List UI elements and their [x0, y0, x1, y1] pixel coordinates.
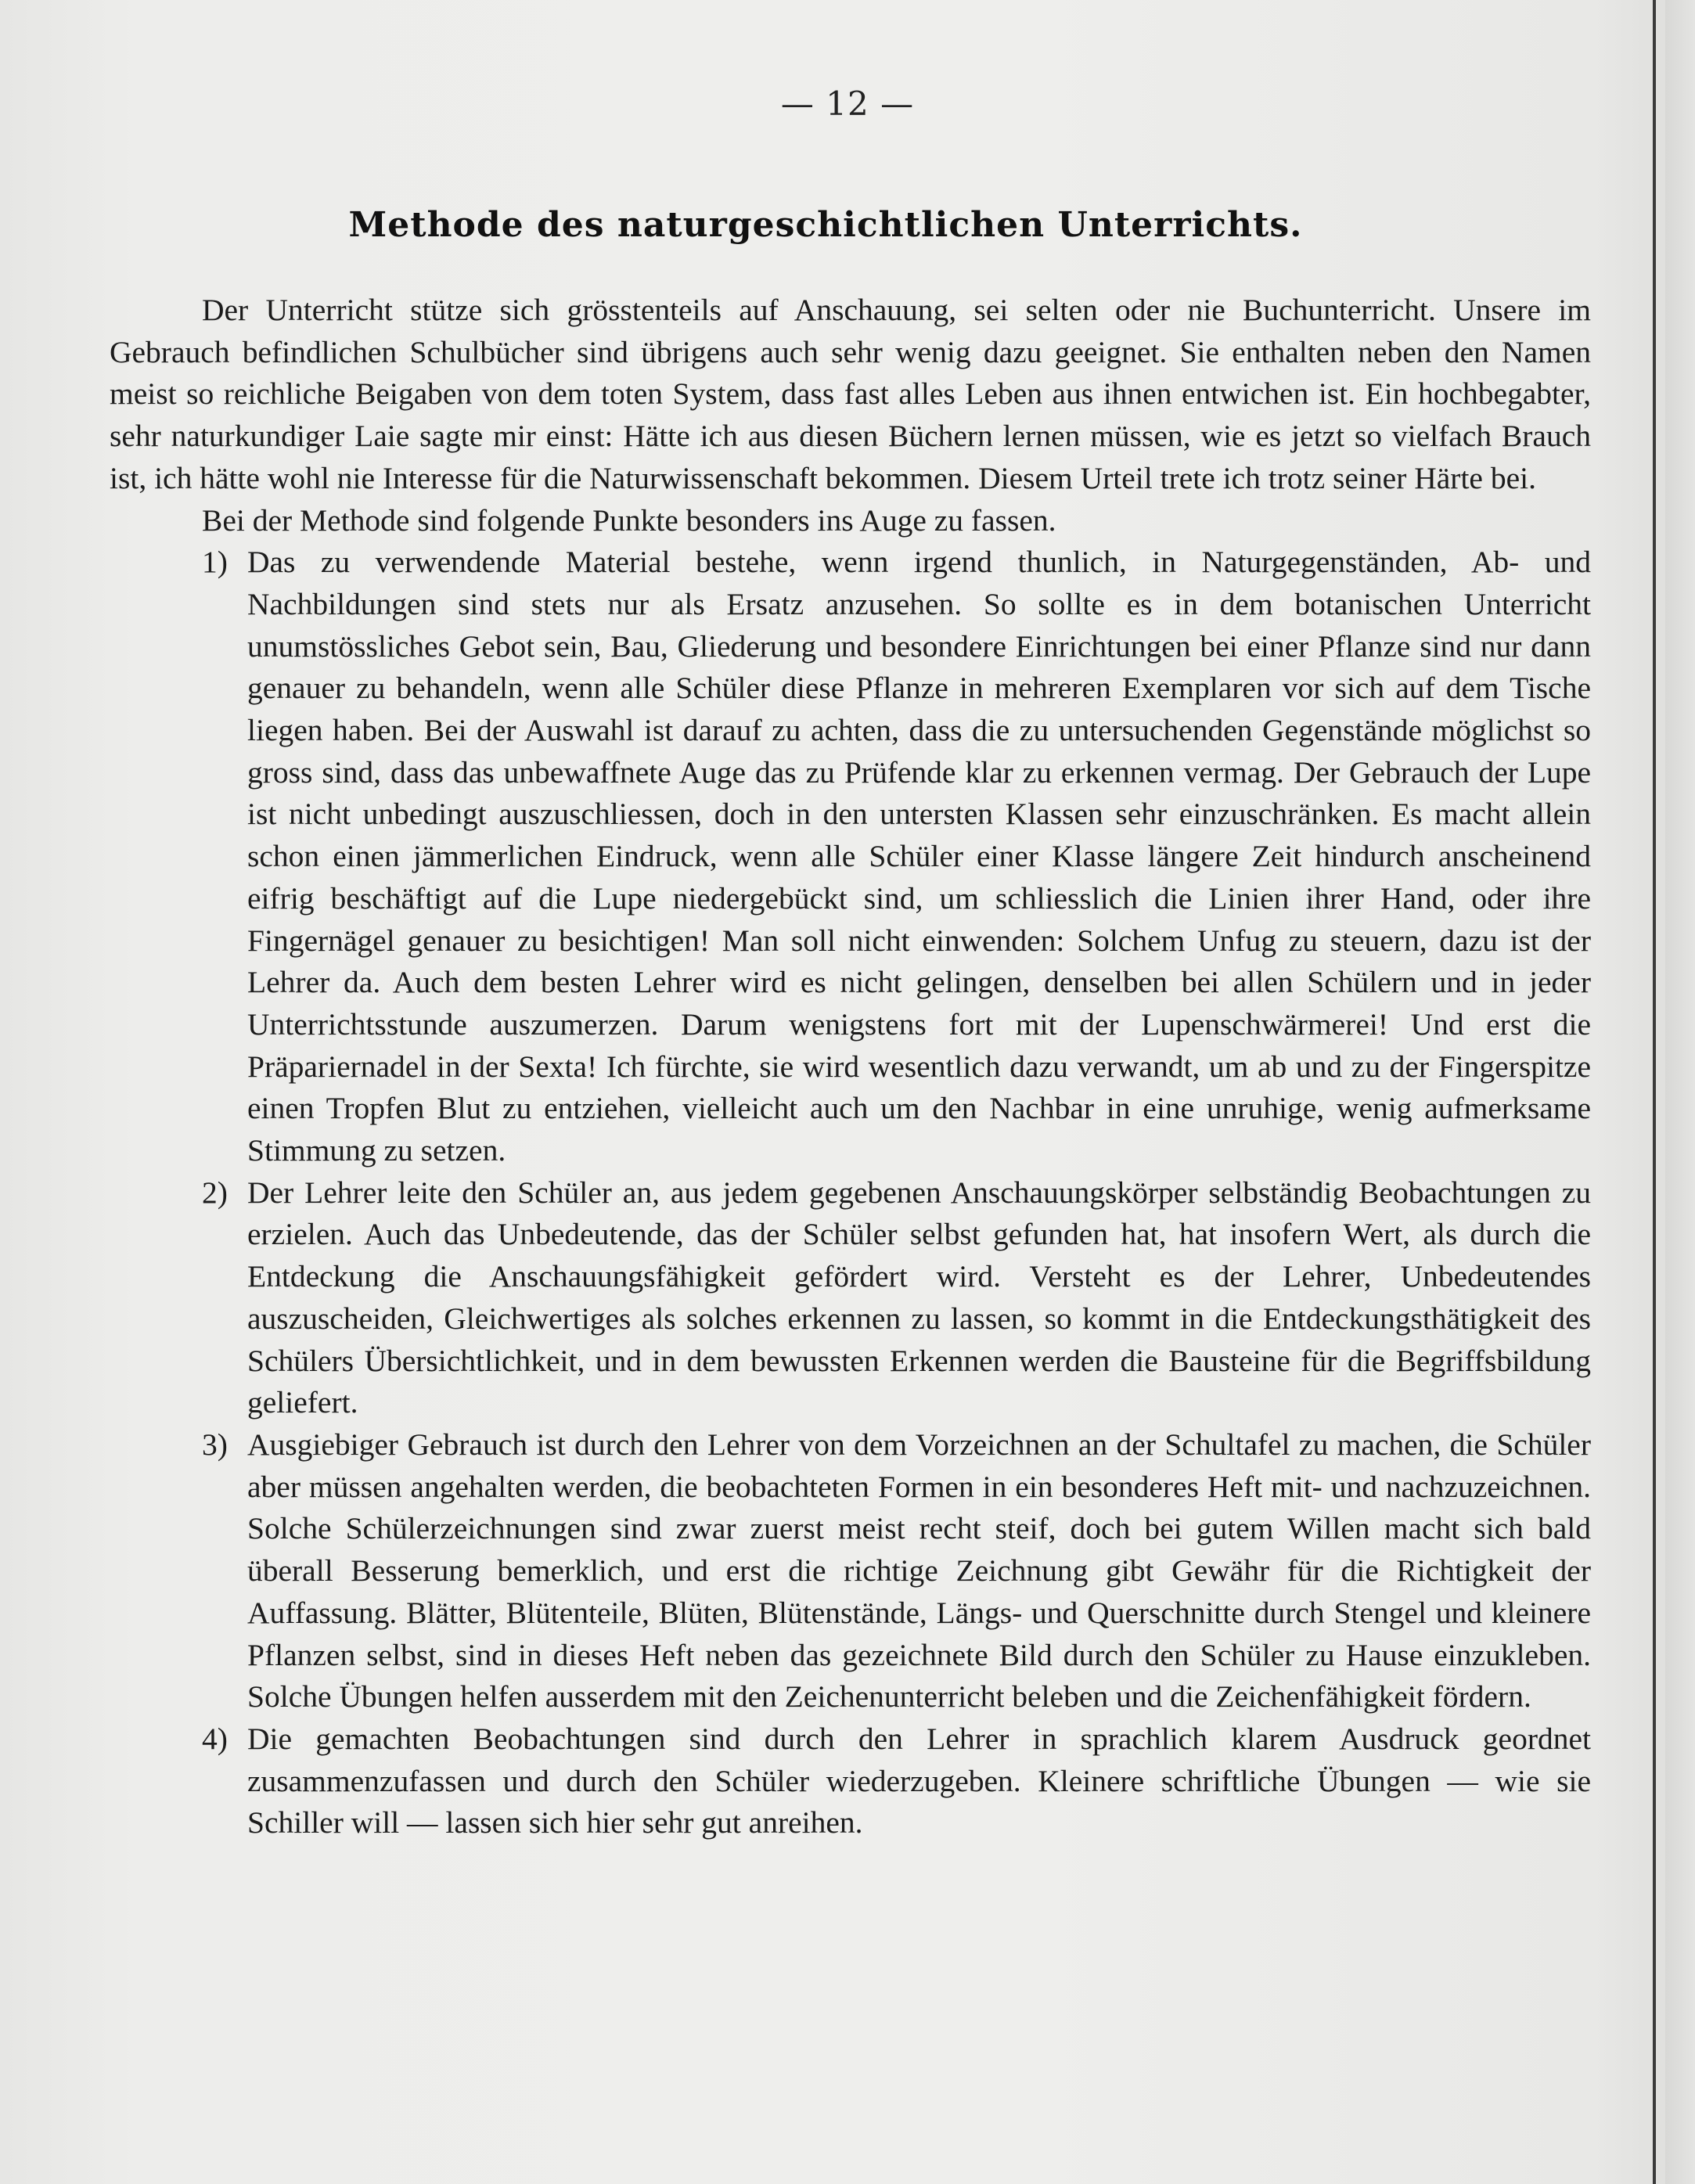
- page-edge-line: [1653, 0, 1656, 2184]
- list-number: 2): [202, 1175, 228, 1210]
- list-item-3: [110, 1424, 1591, 1718]
- list-item-text: Ausgiebiger Gebrauch ist durch den Lehrer von dem Vorzeichnen an der Schultafel zu machen, die Schüler aber müssen angehalten werden, die beobachteten Formen in ein besonderes Heft mit- und nachzuzeichnen. Solche Schülerzeichnungen sind zwar zuerst meist recht steif, doch bei gutem Willen macht sich bald überall Besserung bemerklich, und erst die richtige Zeichnung gibt Gewähr für die Richtigkeit der Auffassung. Blätter, Blütenteile, Blüten, Blütenstände, Längs- und Querschnitte durch Stengel und kleinere Pflanzen selbst, sind in dieses Heft neben das gezeichnete Bild durch den Schüler zu Hause einzukleben. Solche Übungen helfen ausserdem mit den Zeichenunterricht beleben und die Zeichenfähigkeit fördern.: [247, 1427, 1591, 1714]
- section-heading: Methode des naturgeschichtlichen Unterrichts.: [348, 205, 1303, 245]
- list-number: 1): [202, 545, 228, 580]
- body-text: [110, 290, 1591, 1844]
- list-item-text: Die gemachten Beobachtungen sind durch den Lehrer in sprachlich klarem Ausdruck geordnet zusammenzufassen und durch den Schüler wiederzugeben. Kleinere schriftliche Übungen — wie sie Schiller will — lassen sich hier sehr gut anreihen.: [247, 1721, 1591, 1840]
- page-number: — 12 —: [780, 85, 915, 123]
- intro-paragraph-1: Der Unterricht stütze sich grösstenteils auf Anschauung, sei selten oder nie Buchunterricht. Unsere im Gebrauch befindlichen Schulbücher sind übrigens auch sehr wenig dazu geeignet. Sie enthalten neben den Namen meist so reichliche Beigaben von dem toten System, dass fast alles Leben aus ihnen entwichen ist. Ein hochbegabter, sehr naturkundiger Laie sagte mir einst: Hätte ich aus diesen Büchern lernen müssen, wie es jetzt so vielfach Brauch ist, ich hätte wohl nie Interesse für die Naturwissenschaft bekommen. Diesem Urteil trete ich trotz seiner Härte bei.: [110, 293, 1591, 495]
- list-item-4: [110, 1718, 1591, 1844]
- list-item-text: Der Lehrer leite den Schüler an, aus jedem gegebenen Anschauungskörper selbständig Beobachtungen zu erzielen. Auch das Unbedeutende, das der Schüler selbst gefunden hat, hat insofern Wert, als durch die Entdeckung die Anschauungsfähigkeit gefördert wird. Versteht es der Lehrer, Unbedeutendes auszuscheiden, Gleichwertiges als solches erkennen zu lassen, so kommt in die Entdeckungsthätigkeit des Schülers Übersichtlichkeit, und in dem bewussten Erkennen werden die Bausteine für die Begriffsbildung geliefert.: [247, 1175, 1591, 1420]
- page-edge-shadow: [1665, 0, 1695, 2184]
- list-item-text: Das zu verwendende Material bestehe, wenn irgend thunlich, in Naturgegenständen, Ab- und Nachbildungen sind stets nur als Ersatz anzusehen. So sollte es in dem botanischen Unterricht unumstössliches Gebot sein, Bau, Gliederung und besondere Einrichtungen bei einer Pflanze sind nur dann genauer zu behandeln, wenn alle Schüler diese Pflanze in mehreren Exemplaren vor sich auf dem Tische liegen haben. Bei der Auswahl ist darauf zu achten, dass die zu untersuchenden Gegenstände möglichst so gross sind, dass das unbewaffnete Auge das zu Prüfende klar zu erkennen vermag. Der Gebrauch der Lupe ist nicht unbedingt auszuschliessen, doch in den untersten Klassen sehr einzuschränken. Es macht allein schon einen jämmerlichen Eindruck, wenn alle Schüler einer Klasse längere Zeit hindurch anscheinend eifrig beschäftigt auf die Lupe niedergebückt sind, um schliesslich die Linien ihrer Hand, oder ihre Fingernägel genauer zu besichtigen! Man soll nicht einwenden: Solchem Unfug zu steuern, dazu ist der Lehrer da. Auch dem besten Lehrer wird es nicht gelingen, denselben bei allen Schülern und in jeder Unterrichtsstunde auszumerzen. Darum wenigstens fort mit der Lupenschwärmerei! Und erst die Präpariernadel in der Sexta! Ich fürchte, sie wird wesentlich dazu verwandt, um ab und zu der Fingerspitze einen Tropfen Blut zu entziehen, vielleicht auch um den Nachbar in eine unruhige, wenig aufmerksame Stimmung zu setzen.: [247, 545, 1591, 1168]
- intro-paragraph-2: Bei der Methode sind folgende Punkte besonders ins Auge zu fassen.: [202, 502, 1056, 538]
- list-number: 4): [202, 1721, 228, 1756]
- list-number: 3): [202, 1427, 228, 1462]
- list-item-1: [110, 542, 1591, 1172]
- list-item-2: [110, 1172, 1591, 1424]
